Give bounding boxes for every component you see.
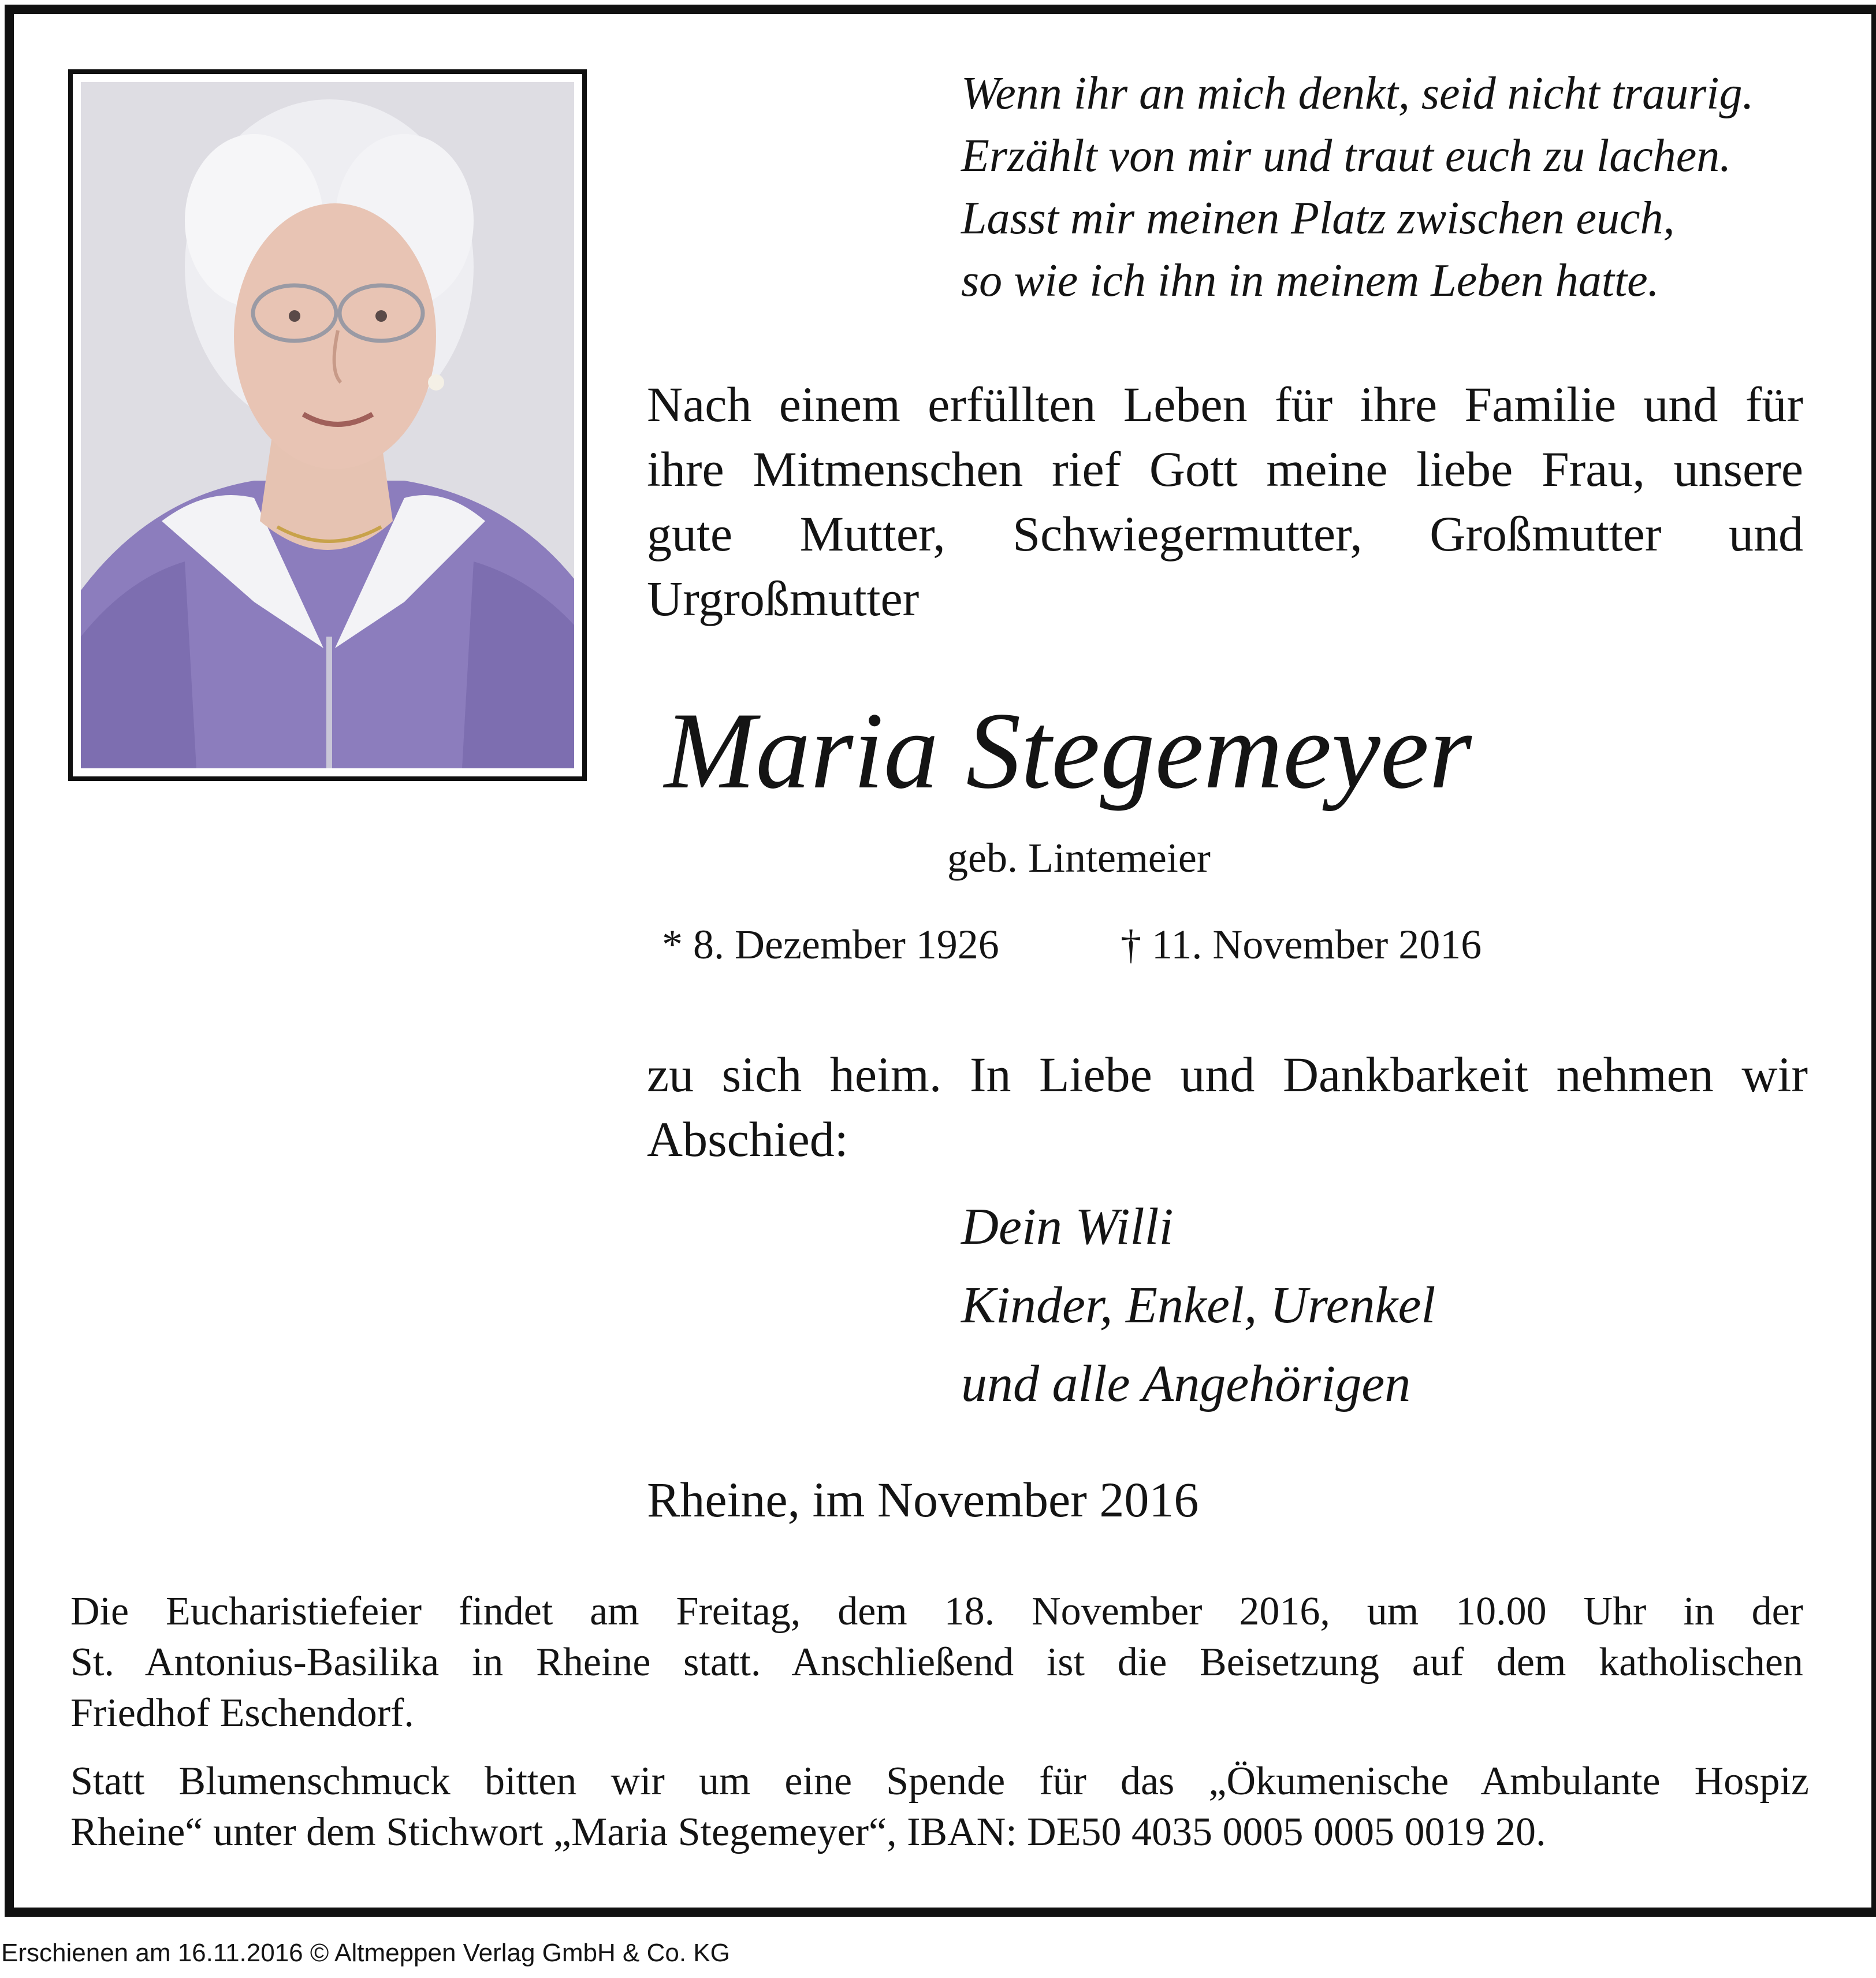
intro-line: Urgroßmutter (647, 571, 920, 626)
place-date: Rheine, im November 2016 (647, 1472, 1199, 1527)
donation-line: Rheine“ unter dem Stichwort „Maria Stegemeyer“, IBAN: DE50 4035 0005 0005 0019 20. (70, 1810, 1546, 1854)
poem-line: Lasst mir meinen Platz zwischen euch, (961, 193, 1675, 244)
farewell-line: Abschied: (647, 1111, 848, 1167)
signature-line: Kinder, Enkel, Urenkel (961, 1277, 1436, 1334)
service-line: Friedhof Eschendorf. (70, 1691, 414, 1735)
intro-line: Nach einem erfüllten Leben für ihre Familie und für (647, 377, 1803, 432)
publication-footer: Erschienen am 16.11.2016 © Altmeppen Verlag GmbH & Co. KG (1, 1939, 730, 1967)
birth-date: * 8. Dezember 1926 (662, 921, 999, 968)
intro-line: gute Mutter, Schwiegermutter, Großmutter und (647, 506, 1803, 562)
poem-line: so wie ich ihn in meinem Leben hatte. (961, 255, 1659, 306)
intro-line: ihre Mitmenschen rief Gott meine liebe Frau, unsere (647, 441, 1803, 497)
deceased-name: Maria Stegemeyer (664, 690, 1472, 812)
portrait-photo (81, 82, 574, 768)
signature-line: Dein Willi (961, 1198, 1174, 1255)
maiden-name: geb. Lintemeier (947, 835, 1211, 881)
poem-line: Erzählt von mir und traut euch zu lachen. (961, 131, 1732, 181)
service-line: St. Antonius-Basilika in Rheine statt. Anschließend ist die Beisetzung auf dem katholischen (70, 1640, 1803, 1685)
donation-line: Statt Blumenschmuck bitten wir um eine Spende für das „Ökumenische Ambulante Hospiz (70, 1759, 1809, 1804)
service-line: Die Eucharistiefeier findet am Freitag, dem 18. November 2016, um 10.00 Uhr in der (70, 1589, 1803, 1634)
death-date: † 11. November 2016 (1121, 921, 1482, 968)
portrait-frame (68, 69, 587, 781)
farewell-line: zu sich heim. In Liebe und Dankbarkeit nehmen wir (647, 1047, 1808, 1102)
signature-line: und alle Angehörigen (961, 1355, 1411, 1412)
poem-line: Wenn ihr an mich denkt, seid nicht traurig. (961, 68, 1754, 119)
